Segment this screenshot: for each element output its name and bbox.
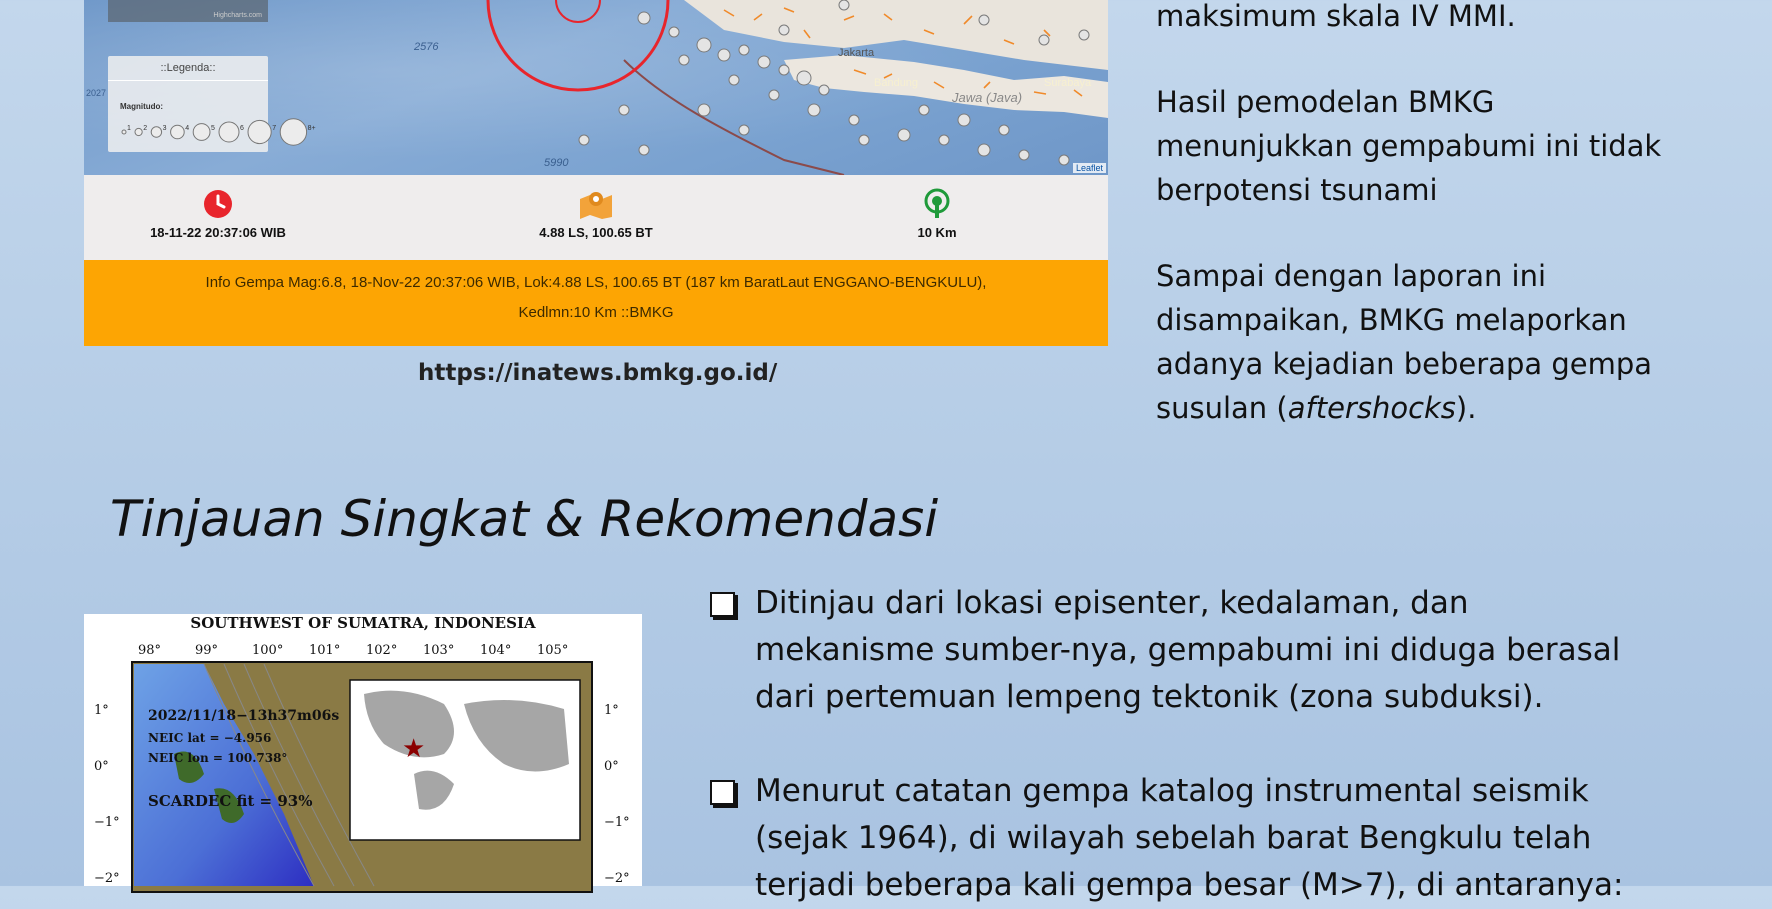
aftershock-line-1: Sampai dengan laporan ini — [1156, 259, 1547, 293]
map-legend — [108, 56, 316, 152]
label-jakarta: Jakarta — [838, 47, 875, 59]
tsunami-paragraph — [1156, 80, 1661, 212]
lat-tick-labels-left — [94, 703, 120, 886]
legend-title: ::Legenda:: — [160, 62, 216, 74]
map-pin-icon — [578, 189, 614, 219]
intensity-text: maksimum skala IV MMI. — [1156, 0, 1516, 33]
legend-circle-3 — [151, 127, 161, 137]
info-depth-value: 10 Km — [917, 225, 957, 240]
lat-tick-label: −2° — [94, 871, 120, 886]
lat-tick-label: 0° — [94, 759, 109, 774]
banner-line-2: Kedlmn:10 Km ::BMKG — [518, 304, 674, 321]
quake-info-row — [84, 175, 1108, 260]
section-heading: Tinjauan Singkat & Rekomendasi — [110, 490, 939, 548]
lon-tick-labels — [138, 643, 568, 658]
clock-icon — [203, 189, 233, 219]
aftershock-term: aftershocks — [1287, 391, 1456, 425]
focal-map-canvas — [84, 614, 642, 886]
lon-tick-label: 104° — [480, 643, 512, 658]
lat-tick-label: 1° — [94, 703, 109, 718]
scardec-fit: SCARDEC fit = 93% — [148, 792, 313, 810]
tsunami-line-1: Hasil pemodelan BMKG — [1156, 85, 1495, 119]
aftershock-line-2: disampaikan, BMKG melaporkan — [1156, 303, 1627, 337]
bullet-1-line-3: dari pertemuan lempeng tektonik (zona subduksi). — [755, 679, 1544, 715]
lat-tick-labels-right — [604, 703, 630, 886]
aftershock-line-4 — [1156, 386, 1652, 430]
legend-circle-5 — [193, 124, 210, 141]
aftershock-prefix: susulan ( — [1156, 391, 1288, 425]
lat-tick-label: −1° — [94, 815, 120, 830]
lon-tick-label: 99° — [195, 643, 219, 658]
quake-info-banner — [84, 260, 1108, 346]
bullet-2-line-2: (sejak 1964), di wilayah sebelah barat Bengkulu telah — [755, 820, 1592, 856]
lon-tick-label: 105° — [537, 643, 569, 658]
legend-label-8+: 8+ — [307, 125, 316, 132]
banner-line-1: Info Gempa Mag:6.8, 18-Nov-22 20:37:06 WIB, Lok:4.88 LS, 100.65 BT (187 km BaratLaut ENGGANO-BENGKULU), — [205, 274, 987, 291]
aftershock-line-3: adanya kejadian beberapa gempa — [1156, 347, 1653, 381]
legend-label-5: 5 — [211, 125, 215, 132]
leaflet-attribution[interactable]: Leaflet — [1073, 163, 1106, 173]
legend-circle-4 — [171, 125, 185, 139]
lat-tick-label: −1° — [604, 815, 630, 830]
info-location — [476, 189, 716, 240]
legend-label-7: 7 — [272, 125, 277, 132]
neic-lon: NEIC lon = 100.738° — [148, 751, 288, 765]
chart-strip — [108, 0, 268, 22]
bullet-2-line-1: Menurut catatan gempa katalog instrumental seismik — [755, 773, 1589, 809]
lat-tick-label: 0° — [604, 759, 619, 774]
label-depth-2: 5990 — [544, 157, 569, 169]
info-depth — [817, 189, 1057, 240]
tsunami-line-2: menunjukkan gempabumi ini tidak — [1156, 129, 1662, 163]
legend-circle-2 — [135, 128, 142, 135]
bullet-1-line-1: Ditinjau dari lokasi episenter, kedalaman, dan — [755, 585, 1469, 621]
legend-label-4: 4 — [185, 125, 190, 132]
epicenter-inner-ring — [556, 0, 600, 22]
lon-tick-label: 101° — [309, 643, 341, 658]
legend-divider — [108, 80, 268, 81]
tsunami-line-3: berpotensi tsunami — [1156, 173, 1438, 207]
legend-circle-8+ — [280, 119, 306, 145]
signal-icon — [922, 189, 952, 219]
bullet-1-line-2: mekanisme sumber-nya, gempabumi ini diduga berasal — [755, 632, 1621, 668]
aftershock-suffix: ). — [1455, 391, 1477, 425]
label-depth-1: 2576 — [414, 41, 439, 53]
legend-label-2: 2 — [143, 125, 148, 132]
checkbox-bullet-icon — [710, 592, 735, 617]
lon-tick-label: 102° — [366, 643, 398, 658]
legend-magnitude-scale — [118, 112, 316, 148]
checkbox-bullet-icon — [710, 780, 735, 805]
event-id: 2022/11/18−13h37m06s — [148, 708, 340, 724]
legend-label-6: 6 — [240, 125, 244, 132]
legend-label-3: 3 — [162, 125, 167, 132]
epicenter-star-icon: ★ — [402, 734, 426, 764]
legend-circle-7 — [248, 120, 271, 143]
aftershock-paragraph — [1156, 254, 1652, 430]
watermark: Highcharts.com — [213, 12, 262, 19]
lon-tick-label: 103° — [423, 643, 455, 658]
info-location-value: 4.88 LS, 100.65 BT — [539, 225, 653, 240]
info-time-value: 18-11-22 20:37:06 WIB — [150, 225, 286, 240]
lon-tick-label: 100° — [252, 643, 284, 658]
bullet-2-line-3: terjadi beberapa kali gempa besar (M>7), di antaranya: — [755, 867, 1624, 903]
earthquake-map-panel — [84, 0, 1108, 346]
legend-circle-1 — [122, 130, 126, 134]
legend-magnitude-label: Magnitudo: — [120, 102, 164, 111]
legend-circle-6 — [219, 122, 239, 142]
epicenter-map[interactable] — [84, 0, 1108, 175]
focal-mechanism-map — [84, 614, 642, 886]
neic-lat: NEIC lat = −4.956 — [148, 731, 272, 745]
lat-tick-label: −2° — [604, 871, 630, 886]
label-bandung: Bandung — [874, 77, 919, 89]
info-time — [98, 189, 338, 240]
label-surabaya: Surabaya — [1044, 77, 1092, 89]
legend-label-1: 1 — [127, 125, 131, 132]
source-link[interactable]: https://inatews.bmkg.go.id/ — [418, 360, 778, 386]
focal-map-title: SOUTHWEST OF SUMATRA, INDONESIA — [190, 614, 536, 632]
lon-tick-label: 98° — [138, 643, 162, 658]
label-jawa: Jawa (Java) — [952, 90, 1023, 105]
label-depth-3: 2027 — [86, 88, 107, 98]
lat-tick-label: 1° — [604, 703, 619, 718]
